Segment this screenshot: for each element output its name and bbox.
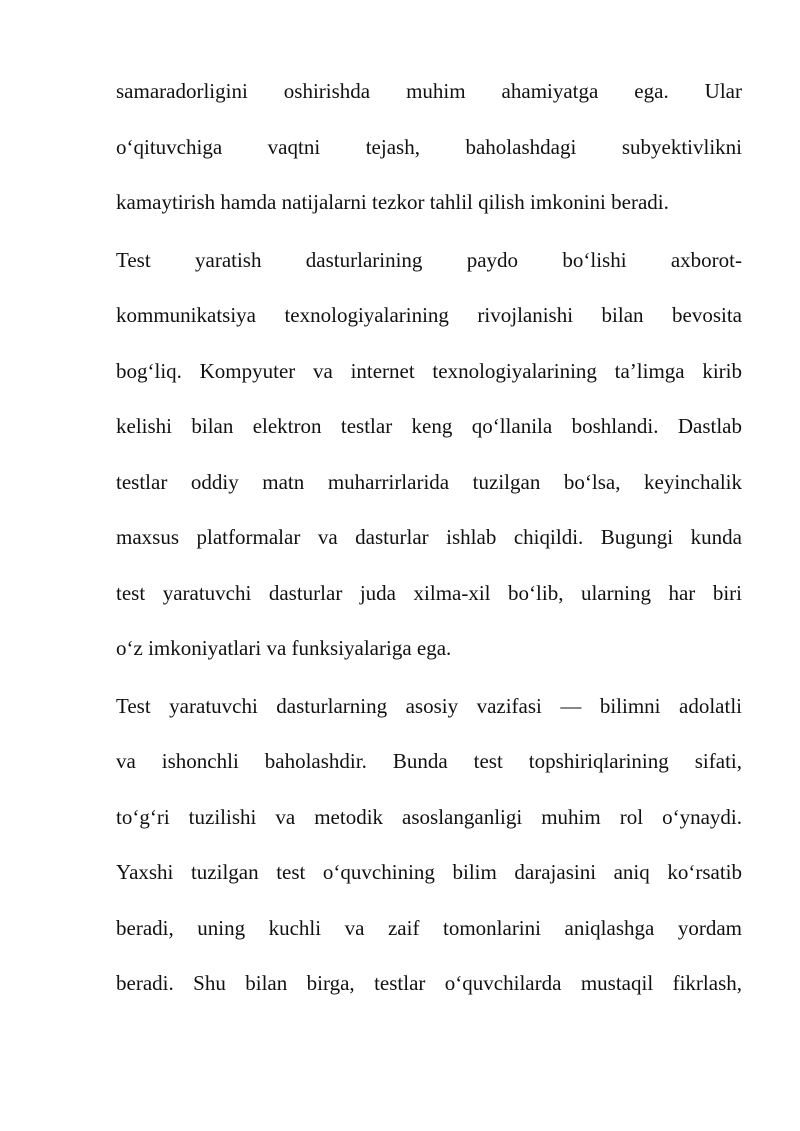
paragraph-1 bbox=[116, 72, 742, 239]
text-line: Test yaratuvchi dasturlarning asosiy vazifasi — bilimni adolatli bbox=[116, 693, 742, 718]
text-line: kelishi bilan elektron testlar keng qo‘llanila boshlandi. Dastlab bbox=[116, 414, 742, 438]
text-line: o‘z imkoniyatlari va funksiyalariga ega. bbox=[116, 636, 452, 660]
text-line: kamaytirish hamda natijalarni tezkor tahlil qilish imkonini beradi. bbox=[116, 190, 669, 214]
text-line: o‘qituvchiga vaqtni tejash, baholashdagi subyektivlikni bbox=[116, 134, 742, 159]
text-line: Yaxshi tuzilgan test o‘quvchining bilim darajasini aniq ko‘rsatib bbox=[116, 860, 742, 884]
text-line: Test yaratish dasturlarining paydo bo‘lishi axborot- bbox=[116, 247, 742, 272]
text-line: va ishonchli baholashdir. Bunda test topshiriqlarining sifati, bbox=[116, 749, 742, 773]
paragraph-2 bbox=[116, 241, 742, 685]
text-line: test yaratuvchi dasturlar juda xilma-xil bo‘lib, ularning har biri bbox=[116, 580, 742, 605]
paragraph-3 bbox=[116, 687, 742, 1020]
text-line: testlar oddiy matn muharrirlarida tuzilgan bo‘lsa, keyinchalik bbox=[116, 469, 742, 494]
text-line: samaradorligini oshirishda muhim ahamiyatga ega. Ular bbox=[116, 79, 742, 103]
text-line: to‘g‘ri tuzilishi va metodik asoslanganligi muhim rol o‘ynaydi. bbox=[116, 804, 742, 829]
text-line: beradi, uning kuchli va zaif tomonlarini aniqlashga yordam bbox=[116, 915, 742, 940]
text-line: maxsus platformalar va dasturlar ishlab chiqildi. Bugungi kunda bbox=[116, 525, 742, 549]
text-line: beradi. Shu bilan birga, testlar o‘quvchilarda mustaqil fikrlash, bbox=[116, 971, 742, 995]
document-page bbox=[116, 72, 742, 1020]
text-line: kommunikatsiya texnologiyalarining rivojlanishi bilan bevosita bbox=[116, 303, 742, 327]
text-line: bog‘liq. Kompyuter va internet texnologiyalarining ta’limga kirib bbox=[116, 358, 742, 383]
